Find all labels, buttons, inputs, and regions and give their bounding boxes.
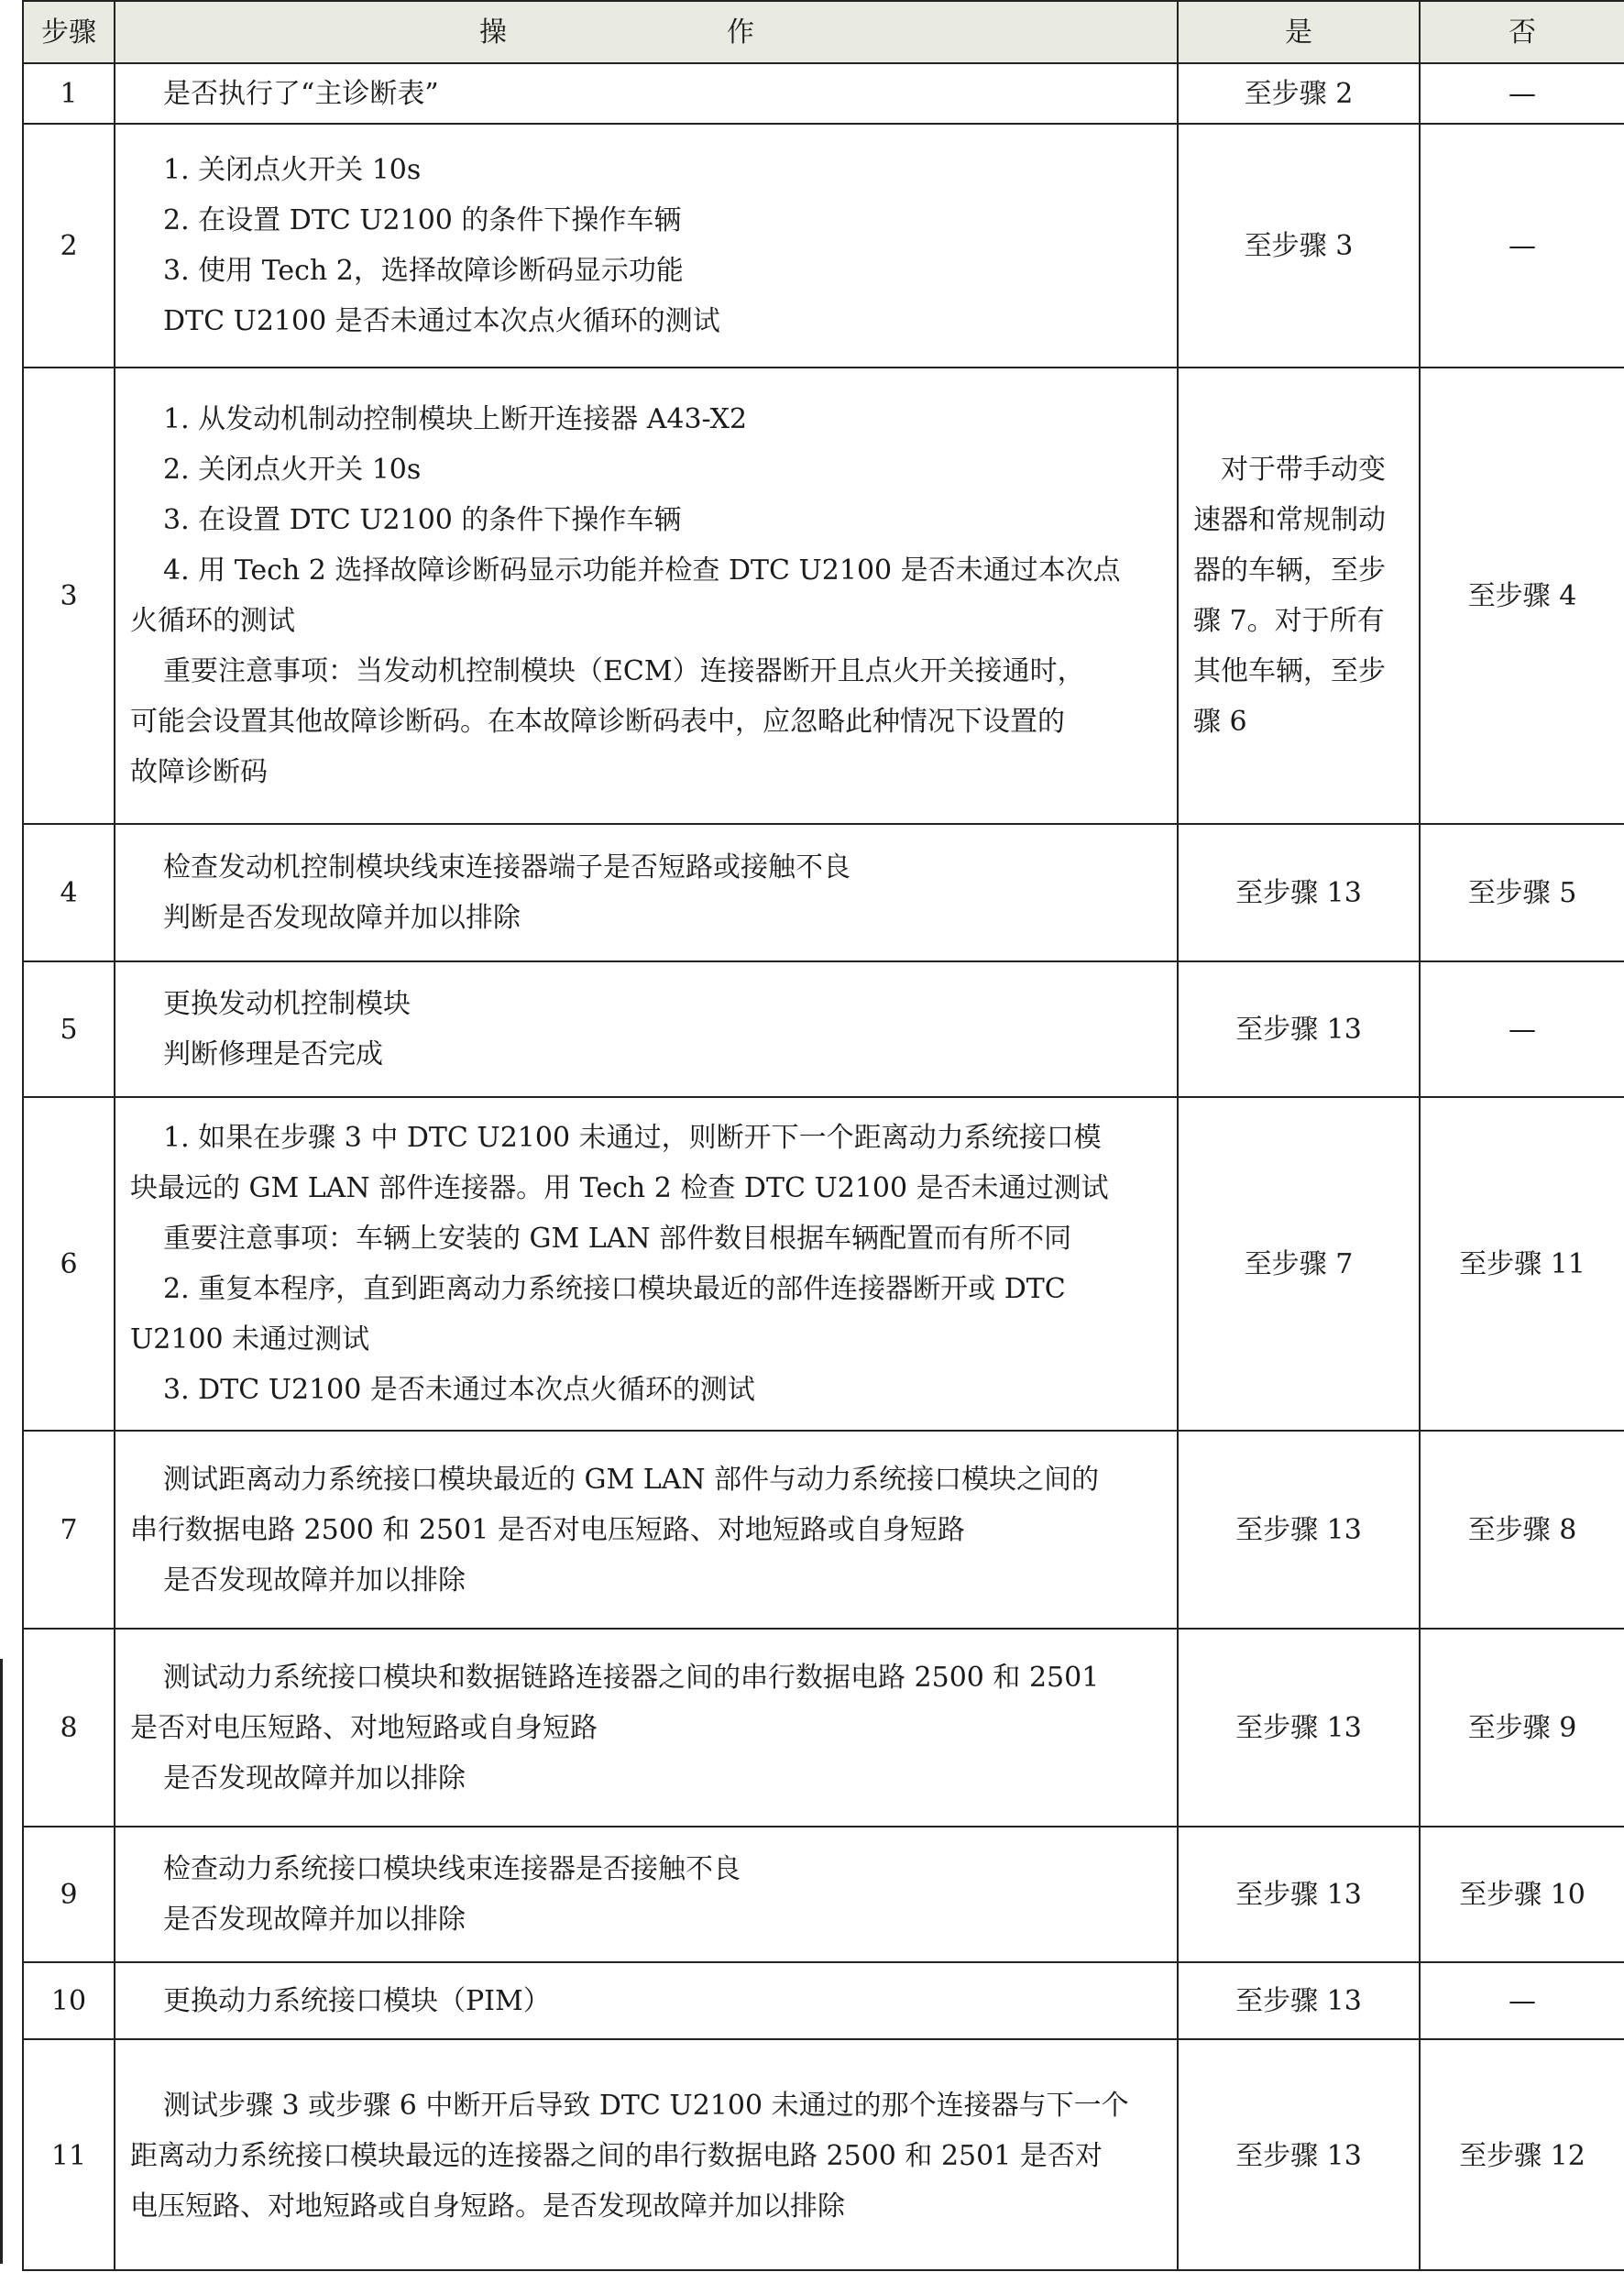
no-text: — xyxy=(1509,1013,1536,1046)
operation-line: 重要注意事项：当发动机控制模块（ECM）连接器断开且点火开关接通时， xyxy=(163,655,1085,687)
operation-line: 1. 如果在步骤 3 中 DTC U2100 未通过，则断开下一个距离动力系统接口模 xyxy=(163,1122,1102,1154)
header-operation xyxy=(115,2,1179,62)
operation-line: 测试动力系统接口模块和数据链路连接器之间的串行数据电路 2500 和 2501 xyxy=(163,1661,1100,1694)
operation-cell xyxy=(115,1432,1179,1628)
operation-line: 2. 关闭点火开关 10s xyxy=(163,454,422,486)
operation-line: 是否对电压短路、对地短路或自身短路 xyxy=(130,1711,598,1744)
yes-line: 器的车辆，至步 xyxy=(1193,554,1386,587)
table-row xyxy=(24,62,1624,123)
operation-cell xyxy=(115,368,1179,823)
no-text: 至步骤 8 xyxy=(1467,1513,1577,1546)
operation-line: 检查动力系统接口模块线束连接器是否接触不良 xyxy=(163,1853,741,1885)
header-yes-label: 是 xyxy=(1285,16,1312,49)
yes-text: 至步骤 3 xyxy=(1244,229,1354,262)
operation-line: 串行数据电路 2500 和 2501 是否对电压短路、对地短路或自身短路 xyxy=(130,1513,965,1546)
operation-line: 重要注意事项：车辆上安装的 GM LAN 部件数目根据车辆配置而有所不同 xyxy=(163,1223,1072,1255)
table-row xyxy=(24,1826,1624,1961)
operation-cell xyxy=(115,2040,1179,2271)
operation-line: 是否发现故障并加以排除 xyxy=(163,1762,466,1795)
no-text: 至步骤 11 xyxy=(1459,1247,1586,1280)
operation-cell xyxy=(115,1098,1179,1430)
no-cell xyxy=(1421,2040,1624,2271)
yes-line: 对于带手动变 xyxy=(1221,454,1386,486)
step-number xyxy=(24,1827,115,1961)
header-step-label: 步骤 xyxy=(41,16,96,49)
operation-line: 检查发动机控制模块线束连接器端子是否短路或接触不良 xyxy=(163,851,850,884)
yes-text: 至步骤 13 xyxy=(1235,1711,1362,1744)
no-cell xyxy=(1421,125,1624,367)
no-text: — xyxy=(1509,229,1536,262)
yes-text: 至步骤 13 xyxy=(1235,876,1362,909)
yes-text: 至步骤 13 xyxy=(1235,1878,1362,1911)
step-number xyxy=(24,825,115,960)
table-header-row xyxy=(24,2,1624,62)
step-number xyxy=(24,1432,115,1628)
operation-line: 更换发动机控制模块 xyxy=(163,988,411,1020)
step-number-text: 11 xyxy=(50,2139,87,2172)
operation-line: 3. DTC U2100 是否未通过本次点火循环的测试 xyxy=(163,1374,755,1406)
operation-line: 火循环的测试 xyxy=(130,605,295,637)
no-text: 至步骤 9 xyxy=(1467,1711,1577,1744)
operation-cell xyxy=(115,1827,1179,1961)
table-row xyxy=(24,367,1624,823)
yes-line: 骤 7。对于所有 xyxy=(1193,605,1385,637)
no-cell xyxy=(1421,1630,1624,1826)
operation-line: 是否发现故障并加以排除 xyxy=(163,1904,466,1936)
left-margin-line xyxy=(0,1659,3,2264)
operation-cell xyxy=(115,962,1179,1096)
operation-line: 2. 重复本程序，直到距离动力系统接口模块最近的部件连接器断开或 DTC xyxy=(163,1273,1066,1305)
operation-line: 2. 在设置 DTC U2100 的条件下操作车辆 xyxy=(163,204,682,236)
step-number-text: 4 xyxy=(60,876,78,909)
yes-text: 至步骤 13 xyxy=(1235,2139,1362,2172)
operation-cell xyxy=(115,1963,1179,2038)
step-number xyxy=(24,2040,115,2271)
yes-text: 至步骤 13 xyxy=(1235,1984,1362,2017)
diagnostic-table xyxy=(22,0,1624,2271)
step-number-text: 3 xyxy=(60,579,78,612)
operation-line: DTC U2100 是否未通过本次点火循环的测试 xyxy=(163,305,720,337)
step-number-text: 5 xyxy=(60,1013,78,1046)
yes-cell xyxy=(1179,64,1421,123)
no-text: — xyxy=(1509,77,1536,110)
header-no xyxy=(1421,2,1624,62)
operation-line: 测试距离动力系统接口模块最近的 GM LAN 部件与动力系统接口模块之间的 xyxy=(163,1463,1100,1496)
yes-text: 至步骤 13 xyxy=(1235,1513,1362,1546)
operation-line: 块最远的 GM LAN 部件连接器。用 Tech 2 检查 DTC U2100 是否未通过测试 xyxy=(130,1172,1109,1204)
step-number xyxy=(24,1963,115,2038)
yes-cell xyxy=(1179,368,1421,823)
no-text: 至步骤 4 xyxy=(1467,579,1577,612)
no-text: 至步骤 12 xyxy=(1459,2139,1586,2172)
operation-line: 3. 使用 Tech 2，选择故障诊断码显示功能 xyxy=(163,255,684,287)
operation-cell xyxy=(115,125,1179,367)
table-row xyxy=(24,1628,1624,1826)
yes-cell xyxy=(1179,1827,1421,1961)
operation-cell xyxy=(115,64,1179,123)
step-number xyxy=(24,368,115,823)
yes-cell xyxy=(1179,1432,1421,1628)
yes-line: 速器和常规制动 xyxy=(1193,504,1386,536)
operation-line: 距离动力系统接口模块最远的连接器之间的串行数据电路 2500 和 2501 是否对 xyxy=(130,2139,1103,2172)
operation-line: 判断是否发现故障并加以排除 xyxy=(163,902,521,934)
yes-cell xyxy=(1179,1098,1421,1430)
no-text: — xyxy=(1509,1984,1536,2017)
no-cell xyxy=(1421,962,1624,1096)
operation-line: 是否发现故障并加以排除 xyxy=(163,1564,466,1597)
no-cell xyxy=(1421,1098,1624,1430)
operation-line: 故障诊断码 xyxy=(130,756,268,788)
header-operation-label: 操 作 xyxy=(479,16,809,49)
step-number-text: 2 xyxy=(60,229,78,262)
operation-line: 是否执行了“主诊断表” xyxy=(163,77,439,110)
step-number xyxy=(24,125,115,367)
step-number xyxy=(24,962,115,1096)
step-number-text: 8 xyxy=(60,1711,78,1744)
no-cell xyxy=(1421,1432,1624,1628)
step-number-text: 10 xyxy=(50,1984,87,2017)
step-number xyxy=(24,1098,115,1430)
yes-line: 其他车辆，至步 xyxy=(1193,655,1386,687)
yes-cell xyxy=(1179,1963,1421,2038)
header-yes xyxy=(1179,2,1421,62)
operation-line: 1. 从发动机制动控制模块上断开连接器 A43-X2 xyxy=(163,403,748,435)
operation-line: 1. 关闭点火开关 10s xyxy=(163,154,422,186)
step-number-text: 6 xyxy=(60,1247,78,1280)
yes-cell xyxy=(1179,962,1421,1096)
table-row xyxy=(24,823,1624,960)
table-row xyxy=(24,1096,1624,1430)
yes-cell xyxy=(1179,1630,1421,1826)
operation-line: 电压短路、对地短路或自身短路。是否发现故障并加以排除 xyxy=(130,2190,845,2223)
no-cell xyxy=(1421,64,1624,123)
yes-cell xyxy=(1179,2040,1421,2271)
table-row xyxy=(24,1961,1624,2038)
yes-cell xyxy=(1179,825,1421,960)
operation-line: 测试步骤 3 或步骤 6 中断开后导致 DTC U2100 未通过的那个连接器与下一个 xyxy=(163,2089,1129,2122)
operation-line: 4. 用 Tech 2 选择故障诊断码显示功能并检查 DTC U2100 是否未通过本次点 xyxy=(163,554,1121,587)
step-number xyxy=(24,64,115,123)
operation-line: 可能会设置其他故障诊断码。在本故障诊断码表中，应忽略此种情况下设置的 xyxy=(130,706,1065,738)
table-row xyxy=(24,960,1624,1096)
header-step xyxy=(24,2,115,62)
step-number-text: 1 xyxy=(60,77,78,110)
table-row xyxy=(24,123,1624,367)
yes-line: 骤 6 xyxy=(1193,706,1247,738)
no-cell xyxy=(1421,1827,1624,1961)
step-number-text: 9 xyxy=(60,1878,78,1911)
operation-cell xyxy=(115,1630,1179,1826)
step-number xyxy=(24,1630,115,1826)
operation-line: 3. 在设置 DTC U2100 的条件下操作车辆 xyxy=(163,504,682,536)
operation-line: 更换动力系统接口模块（PIM） xyxy=(163,1984,551,2017)
step-number-text: 7 xyxy=(60,1513,78,1546)
yes-cell xyxy=(1179,125,1421,367)
no-text: 至步骤 5 xyxy=(1467,876,1577,909)
yes-text: 至步骤 2 xyxy=(1244,77,1354,110)
yes-text: 至步骤 7 xyxy=(1244,1247,1354,1280)
table-row xyxy=(24,2038,1624,2271)
no-cell xyxy=(1421,368,1624,823)
no-text: 至步骤 10 xyxy=(1459,1878,1586,1911)
yes-text: 至步骤 13 xyxy=(1235,1013,1362,1046)
operation-cell xyxy=(115,825,1179,960)
table-row xyxy=(24,1430,1624,1628)
operation-line: 判断修理是否完成 xyxy=(163,1038,383,1070)
header-no-label: 否 xyxy=(1509,16,1536,49)
no-cell xyxy=(1421,1963,1624,2038)
no-cell xyxy=(1421,825,1624,960)
operation-line: U2100 未通过测试 xyxy=(130,1323,370,1356)
